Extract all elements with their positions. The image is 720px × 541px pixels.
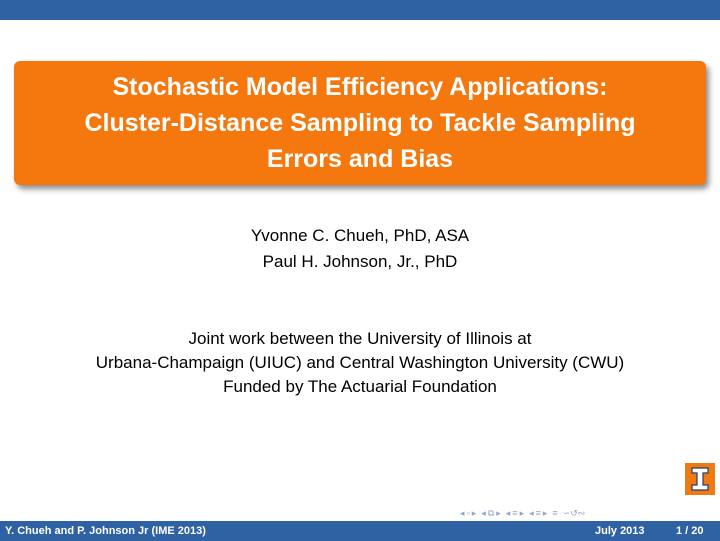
title-line: Cluster-Distance Sampling to Tackle Sampling xyxy=(84,109,636,137)
title-line: Errors and Bias xyxy=(266,145,454,173)
slide-title xyxy=(60,69,659,177)
affiliation-line: Funded by The Actuarial Foundation xyxy=(223,377,497,396)
nav-right-arrow-icon[interactable]: ▸ xyxy=(542,507,548,518)
title-box xyxy=(14,61,706,185)
nav-left-arrow-icon[interactable]: ◂ xyxy=(505,507,511,518)
page-number: 1 / 20 xyxy=(676,525,704,537)
author-name: Yvonne C. Chueh, PhD, ASA xyxy=(250,226,470,245)
footer-bar xyxy=(0,521,720,541)
nav-first-group[interactable] xyxy=(460,508,476,519)
nav-frame-icon[interactable]: ⧉ xyxy=(487,507,495,518)
nav-first-icon[interactable]: ▫ xyxy=(466,508,470,518)
authors xyxy=(0,223,720,275)
top-bar xyxy=(0,0,720,20)
footer-date: July 2013 xyxy=(595,525,645,537)
beamer-navigation[interactable] xyxy=(460,506,585,520)
affiliation-line: Joint work between the University of Illinois at xyxy=(188,329,532,348)
university-logo xyxy=(685,463,715,495)
footer-authors: Y. Chueh and P. Johnson Jr (IME 2013) xyxy=(5,525,206,537)
affiliation xyxy=(0,327,720,399)
nav-subsection-group[interactable] xyxy=(506,508,524,519)
nav-section-group[interactable] xyxy=(529,508,547,519)
nav-search-icon[interactable]: ∽↺∾ xyxy=(562,507,586,518)
nav-left-arrow-icon[interactable]: ◂ xyxy=(481,507,486,518)
nav-left-arrow-icon[interactable]: ◂ xyxy=(529,507,534,518)
nav-align-icon[interactable]: ≡ xyxy=(552,508,558,518)
nav-subsection-icon[interactable]: ≡ xyxy=(512,508,518,518)
title-line: Stochastic Model Efficiency Applications: xyxy=(112,73,608,101)
nav-frame-group[interactable] xyxy=(481,508,501,519)
nav-left-arrow-icon[interactable]: ◂ xyxy=(460,507,465,518)
nav-right-arrow-icon[interactable]: ▸ xyxy=(471,507,477,518)
affiliation-line: Urbana-Champaign (UIUC) and Central Washington University (CWU) xyxy=(95,353,625,372)
nav-right-arrow-icon[interactable]: ▸ xyxy=(519,507,525,518)
block-i-icon xyxy=(691,467,709,491)
nav-section-icon[interactable]: ≡ xyxy=(535,508,541,518)
nav-right-arrow-icon[interactable]: ▸ xyxy=(496,507,501,518)
author-name: Paul H. Johnson, Jr., PhD xyxy=(262,252,458,271)
